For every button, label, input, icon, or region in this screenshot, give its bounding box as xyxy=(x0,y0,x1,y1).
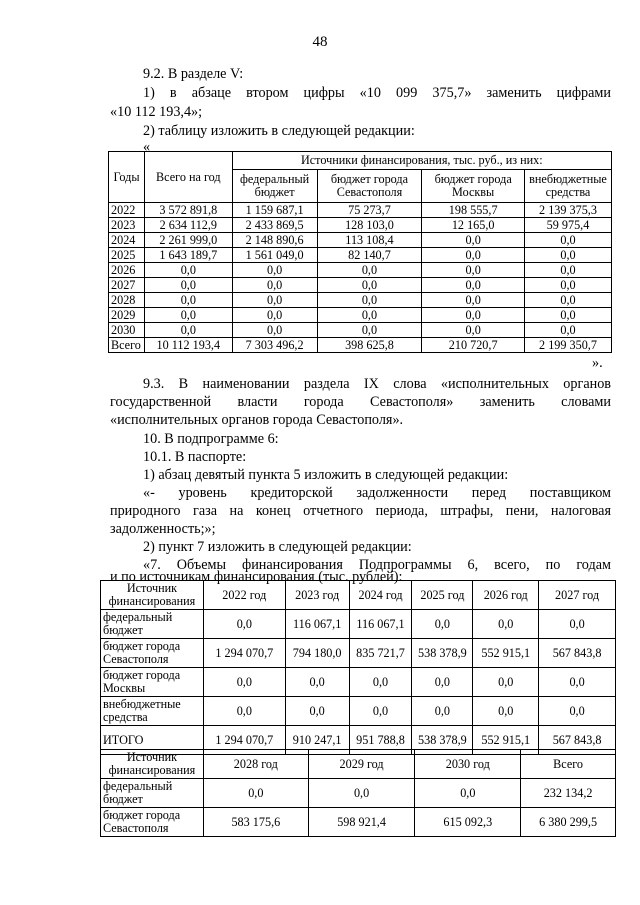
value-cell: 2 199 350,7 xyxy=(524,338,611,353)
value-cell: 232 134,2 xyxy=(521,779,616,808)
value-cell: 0,0 xyxy=(473,697,539,726)
value-cell: 0,0 xyxy=(524,248,611,263)
table-header-row xyxy=(101,581,616,610)
value-cell: 0,0 xyxy=(349,668,412,697)
source-cell: федеральный бюджет xyxy=(101,610,204,639)
year-cell: 2028 xyxy=(109,293,145,308)
opening-quote: « xyxy=(143,139,151,155)
value-cell: 567 843,8 xyxy=(539,639,616,668)
value-cell: 0,0 xyxy=(317,308,422,323)
header-cell: 2030 год xyxy=(415,750,521,779)
source-cell: федеральный бюджет xyxy=(101,779,204,808)
year-cell: 2025 xyxy=(109,248,145,263)
value-cell: 794 180,0 xyxy=(285,639,349,668)
source-cell: ИТОГО xyxy=(101,726,204,755)
value-cell: 75 273,7 xyxy=(317,203,422,218)
value-cell: 0,0 xyxy=(232,263,317,278)
paragraph-line: «10 112 193,4»; xyxy=(110,104,203,120)
section-9-2-heading: 9.2. В разделе V: xyxy=(143,66,244,82)
header-cell: 2022 год xyxy=(203,581,285,610)
value-cell: 0,0 xyxy=(232,308,317,323)
value-cell: 538 378,9 xyxy=(412,639,473,668)
paragraph-line: 1) абзац девятый пункта 5 изложить в следующей редакции: xyxy=(143,467,509,483)
section-10-heading: 10. В подпрограмме 6: xyxy=(143,431,279,447)
value-cell: 0,0 xyxy=(539,697,616,726)
paragraph-line: «- уровень кредиторской задолженности перед поставщиком xyxy=(143,485,611,501)
table-header-row xyxy=(109,152,612,170)
value-cell: 0,0 xyxy=(539,610,616,639)
header-cell: 2025 год xyxy=(412,581,473,610)
value-cell: 0,0 xyxy=(422,233,525,248)
value-cell: 0,0 xyxy=(203,668,285,697)
value-cell: 0,0 xyxy=(285,668,349,697)
value-cell: 910 247,1 xyxy=(285,726,349,755)
value-cell: 0,0 xyxy=(285,697,349,726)
value-cell: 0,0 xyxy=(144,323,232,338)
value-cell: 0,0 xyxy=(317,263,422,278)
value-cell: 210 720,7 xyxy=(422,338,525,353)
value-cell: 0,0 xyxy=(524,323,611,338)
value-cell: 0,0 xyxy=(203,610,285,639)
value-cell: 116 067,1 xyxy=(285,610,349,639)
header-cell: 2027 год xyxy=(539,581,616,610)
value-cell: 0,0 xyxy=(422,293,525,308)
source-cell: бюджет города Москвы xyxy=(101,668,204,697)
value-cell: 0,0 xyxy=(232,293,317,308)
page-number: 48 xyxy=(312,34,328,50)
value-cell: 116 067,1 xyxy=(349,610,412,639)
value-cell: 0,0 xyxy=(422,263,525,278)
paragraph-line: и по источникам финансирования (тыс. рублей): xyxy=(110,569,403,585)
value-cell: 0,0 xyxy=(473,610,539,639)
value-cell: 0,0 xyxy=(422,323,525,338)
source-cell: бюджет города Севастополя xyxy=(101,808,204,837)
value-cell: 0,0 xyxy=(524,308,611,323)
table-row xyxy=(101,639,616,668)
value-cell: 398 625,8 xyxy=(317,338,422,353)
value-cell: 128 103,0 xyxy=(317,218,422,233)
table-row xyxy=(101,808,616,837)
header-sources-group: Источники финансирования, тыс. руб., из них: xyxy=(232,152,611,170)
table-header-row xyxy=(101,750,616,779)
header-cell: Всего xyxy=(521,750,616,779)
value-cell: 0,0 xyxy=(473,668,539,697)
value-cell: 0,0 xyxy=(232,323,317,338)
table-row xyxy=(109,233,612,248)
value-cell: 0,0 xyxy=(539,668,616,697)
value-cell: 0,0 xyxy=(144,308,232,323)
value-cell: 0,0 xyxy=(203,779,308,808)
section-10-1-heading: 10.1. В паспорте: xyxy=(143,449,247,465)
header-total: Всего на год xyxy=(144,152,232,203)
year-cell: 2026 xyxy=(109,263,145,278)
value-cell: 59 975,4 xyxy=(524,218,611,233)
value-cell: 113 108,4 xyxy=(317,233,422,248)
value-cell: 198 555,7 xyxy=(422,203,525,218)
value-cell: 615 092,3 xyxy=(415,808,521,837)
table-row xyxy=(109,218,612,233)
value-cell: 538 378,9 xyxy=(412,726,473,755)
paragraph-line: «исполнительных органов города Севастополя». xyxy=(110,412,404,428)
value-cell: 0,0 xyxy=(317,278,422,293)
value-cell: 2 433 869,5 xyxy=(232,218,317,233)
paragraph-line: природного газа на конец отчетного периода, штрафы, пени, налоговая xyxy=(110,503,611,519)
table-row xyxy=(101,610,616,639)
table-row xyxy=(101,668,616,697)
value-cell: 552 915,1 xyxy=(473,639,539,668)
table-row xyxy=(109,308,612,323)
paragraph-line: государственной власти города Севастополя» заменить словами xyxy=(110,394,611,410)
table-row xyxy=(109,323,612,338)
value-cell: 1 294 070,7 xyxy=(203,726,285,755)
value-cell: 0,0 xyxy=(415,779,521,808)
value-cell: 0,0 xyxy=(144,263,232,278)
header-cell: 2029 год xyxy=(308,750,415,779)
value-cell: 0,0 xyxy=(412,610,473,639)
value-cell: 7 303 496,2 xyxy=(232,338,317,353)
year-cell: 2029 xyxy=(109,308,145,323)
value-cell: 1 643 189,7 xyxy=(144,248,232,263)
table-row xyxy=(109,263,612,278)
value-cell: 0,0 xyxy=(317,293,422,308)
value-cell: 1 294 070,7 xyxy=(203,639,285,668)
value-cell: 0,0 xyxy=(144,278,232,293)
financing-table-2028-2030 xyxy=(100,749,616,837)
header-moscow: бюджет города Москвы xyxy=(422,170,525,203)
value-cell: 552 915,1 xyxy=(473,726,539,755)
value-cell: 0,0 xyxy=(144,293,232,308)
value-cell: 0,0 xyxy=(422,248,525,263)
source-cell: бюджет города Севастополя xyxy=(101,639,204,668)
value-cell: 0,0 xyxy=(422,308,525,323)
value-cell: 835 721,7 xyxy=(349,639,412,668)
year-cell: 2027 xyxy=(109,278,145,293)
year-cell: 2024 xyxy=(109,233,145,248)
value-cell: 2 139 375,3 xyxy=(524,203,611,218)
value-cell: 10 112 193,4 xyxy=(144,338,232,353)
paragraph-line: 1) в абзаце втором цифры «10 099 375,7» заменить цифрами xyxy=(143,85,611,101)
value-cell: 0,0 xyxy=(349,697,412,726)
table-row xyxy=(101,697,616,726)
year-cell: 2022 xyxy=(109,203,145,218)
table-row xyxy=(109,203,612,218)
value-cell: 0,0 xyxy=(524,293,611,308)
value-cell: 0,0 xyxy=(422,278,525,293)
value-cell: 12 165,0 xyxy=(422,218,525,233)
paragraph-line: задолженность;»; xyxy=(110,521,216,537)
value-cell: 0,0 xyxy=(524,278,611,293)
table-row xyxy=(109,278,612,293)
year-cell: 2023 xyxy=(109,218,145,233)
closing-quote: ». xyxy=(592,355,603,371)
header-sevastopol: бюджет города Севастополя xyxy=(317,170,422,203)
value-cell: 567 843,8 xyxy=(539,726,616,755)
table-row xyxy=(109,293,612,308)
value-cell: 2 634 112,9 xyxy=(144,218,232,233)
value-cell: 0,0 xyxy=(232,278,317,293)
value-cell: 583 175,6 xyxy=(203,808,308,837)
year-cell: Всего xyxy=(109,338,145,353)
header-years: Годы xyxy=(109,152,145,203)
value-cell: 0,0 xyxy=(524,233,611,248)
header-cell: Источник финансирования xyxy=(101,581,204,610)
header-federal: федеральный бюджет xyxy=(232,170,317,203)
header-extrabudget: внебюджетные средства xyxy=(524,170,611,203)
paragraph-line: 2) пункт 7 изложить в следующей редакции: xyxy=(143,539,412,555)
value-cell: 598 921,4 xyxy=(308,808,415,837)
value-cell: 0,0 xyxy=(524,263,611,278)
value-cell: 0,0 xyxy=(412,697,473,726)
value-cell: 2 261 999,0 xyxy=(144,233,232,248)
paragraph-line: 2) таблицу изложить в следующей редакции: xyxy=(143,123,415,139)
header-cell: Источник финансирования xyxy=(101,750,204,779)
section-9-3-heading: 9.3. В наименовании раздела IX слова «исполнительных органов xyxy=(143,376,611,392)
value-cell: 3 572 891,8 xyxy=(144,203,232,218)
value-cell: 0,0 xyxy=(412,668,473,697)
value-cell: 6 380 299,5 xyxy=(521,808,616,837)
table-row xyxy=(101,779,616,808)
value-cell: 1 159 687,1 xyxy=(232,203,317,218)
value-cell: 82 140,7 xyxy=(317,248,422,263)
table-row xyxy=(109,248,612,263)
value-cell: 0,0 xyxy=(317,323,422,338)
header-cell: 2023 год xyxy=(285,581,349,610)
header-cell: 2024 год xyxy=(349,581,412,610)
financing-table-2022-2027 xyxy=(100,580,616,755)
source-cell: внебюджетные средства xyxy=(101,697,204,726)
value-cell: 0,0 xyxy=(308,779,415,808)
value-cell: 0,0 xyxy=(203,697,285,726)
value-cell: 951 788,8 xyxy=(349,726,412,755)
header-cell: 2026 год xyxy=(473,581,539,610)
paragraph-line: «7. Объемы финансирования Подпрограммы 6, всего, по годам xyxy=(143,557,611,573)
header-cell: 2028 год xyxy=(203,750,308,779)
financing-table-years xyxy=(108,151,612,353)
table-row xyxy=(109,338,612,353)
year-cell: 2030 xyxy=(109,323,145,338)
value-cell: 1 561 049,0 xyxy=(232,248,317,263)
value-cell: 2 148 890,6 xyxy=(232,233,317,248)
